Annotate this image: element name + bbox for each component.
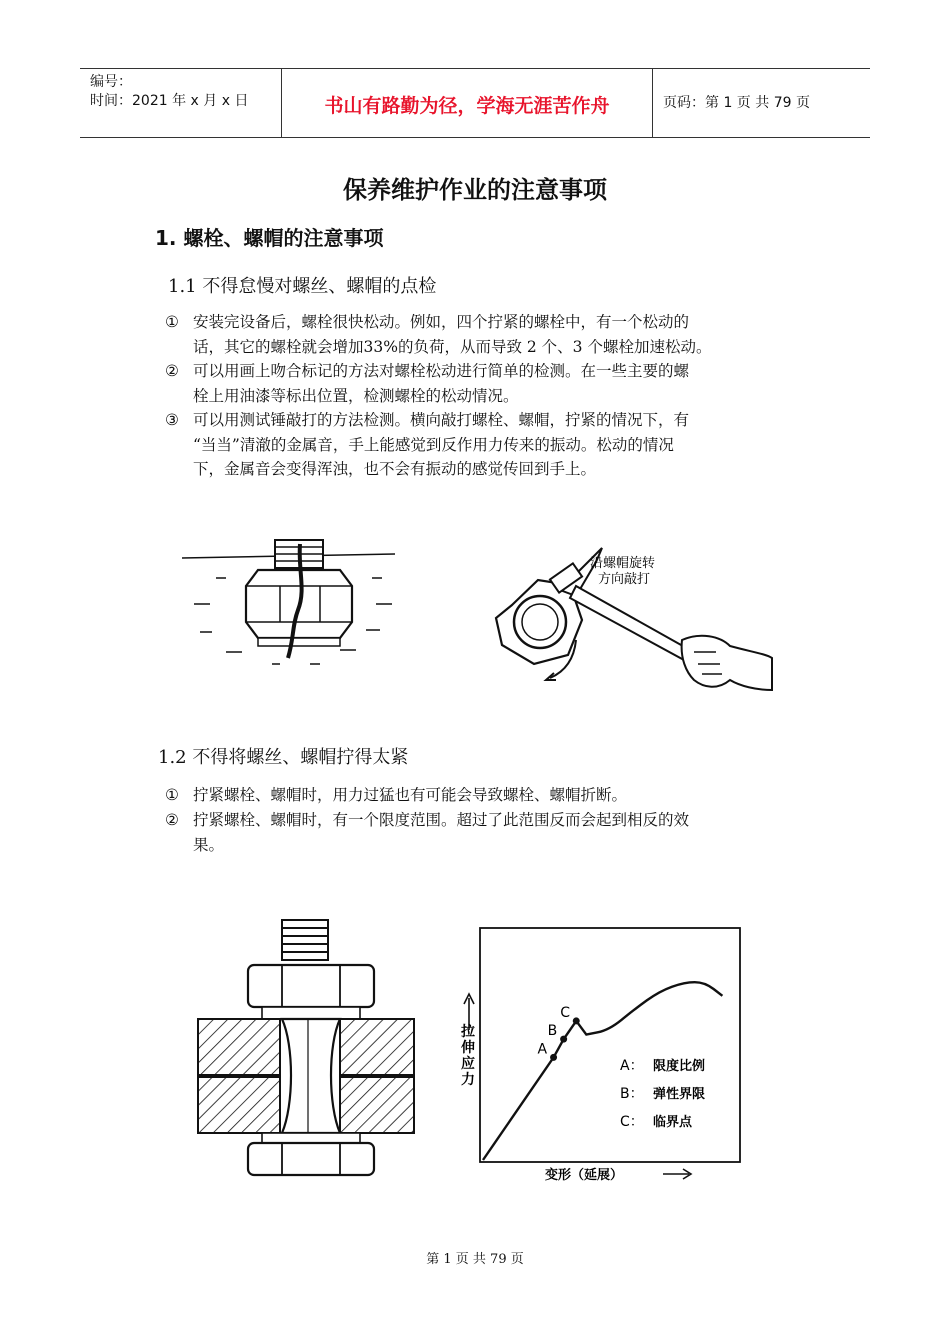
list-item-number: ① <box>165 786 179 804</box>
list-item <box>165 783 805 809</box>
header-slogan: 书山有路勤为径，学海无涯苦作舟 <box>324 95 610 117</box>
section-1-2-heading: 1.2 不得将螺丝、螺帽拧得太紧 <box>158 747 409 768</box>
list-item-line: 话，其它的螺栓就会增加33%的负荷，从而导致 2 个、3 个螺栓加速松动。 <box>193 337 712 356</box>
list-item <box>165 408 805 483</box>
doc-time-label: 时间：2021 年 x 月 x 日 <box>90 93 249 109</box>
chart-point-c <box>573 1017 580 1024</box>
list-item-number: ① <box>165 313 179 331</box>
list-item-line: 果。 <box>193 835 225 854</box>
header-page-cell <box>653 69 870 137</box>
page-title: 保养维护作业的注意事项 <box>343 176 607 204</box>
list-item-line: 可以用测试锤敲打的方法检测。横向敲打螺栓、螺帽，拧紧的情况下，有 <box>193 411 690 429</box>
list-item-line: 下，金属音会变得浑浊，也不会有振动的感觉传回到手上。 <box>193 460 597 478</box>
y-axis-label <box>461 1023 475 1088</box>
stress-strain-chart <box>455 920 745 1190</box>
bolt-cross-section-figure <box>190 915 420 1180</box>
bolt-match-mark-figure <box>180 530 400 670</box>
chart-frame <box>480 928 740 1162</box>
list-item-line: 拧紧螺栓、螺帽时，有一个限度范围。超过了此范围反而会起到相反的效 <box>193 811 690 829</box>
section-1-1-heading: 1.1 不得怠慢对螺丝、螺帽的点检 <box>168 276 437 297</box>
list-item-number: ② <box>165 811 179 829</box>
chart-point-label: C <box>560 1004 571 1021</box>
page-footer: 第 1 页 共 79 页 <box>426 1252 524 1267</box>
header-page-label: 页码：第 1 页 共 79 页 <box>663 95 810 111</box>
y-axis-label-char: 伸 <box>461 1040 475 1056</box>
x-axis-label: 变形（延展） <box>545 1168 624 1183</box>
y-axis-label-char: 应 <box>461 1056 475 1072</box>
y-axis-label-char: 力 <box>461 1072 475 1088</box>
legend-key: B： <box>620 1086 644 1102</box>
legend-text: 临界点 <box>653 1115 693 1130</box>
list-item-line: 拧紧螺栓、螺帽时，用力过猛也有可能会导致螺栓、螺帽折断。 <box>193 786 628 804</box>
hammer-test-figure <box>490 540 780 700</box>
list-item-number: ③ <box>165 411 179 429</box>
y-axis-label-char: 拉 <box>461 1024 475 1040</box>
list-item-line: 可以用画上吻合标记的方法对螺栓松动进行简单的检测。在一些主要的螺 <box>193 362 690 380</box>
header-meta <box>80 69 282 137</box>
legend-key: C： <box>620 1114 644 1130</box>
chart-point-a <box>550 1054 557 1061</box>
legend-text: 弹性界限 <box>653 1087 706 1102</box>
list-item-line: “当当”清澈的金属音，手上能感觉到反作用力传来的振动。松动的情况 <box>193 435 674 454</box>
list-item-line: 安装完设备后，螺栓很快松动。例如，四个拧紧的螺栓中，有一个松动的 <box>193 313 690 331</box>
chart-point-label: B <box>547 1023 558 1040</box>
list-item <box>165 310 805 360</box>
page-header <box>80 68 870 138</box>
chart-point-label: A <box>537 1041 548 1058</box>
figure-caption-line: 方向敲打 <box>598 572 651 587</box>
list-item-line: 栓上用油漆等标出位置，检测螺栓的松动情况。 <box>193 386 519 405</box>
list-item-number: ② <box>165 362 179 380</box>
legend-key: A： <box>620 1058 644 1074</box>
figure-caption-line: 沿螺帽旋转 <box>590 556 656 571</box>
doc-number-label: 编号： <box>90 74 132 90</box>
chart-point-b <box>560 1036 567 1043</box>
list-item <box>165 808 805 858</box>
legend-text: 限度比例 <box>653 1059 706 1074</box>
header-slogan-cell <box>282 69 653 137</box>
list-item <box>165 359 805 409</box>
section-1-heading: 1. 螺栓、螺帽的注意事项 <box>155 226 384 250</box>
